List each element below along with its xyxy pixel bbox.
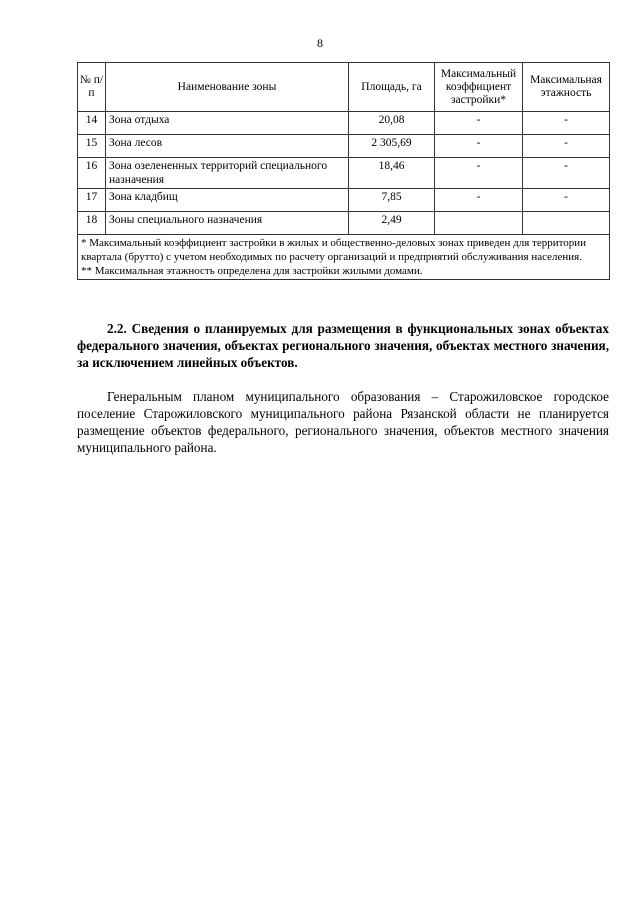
table-row (78, 189, 610, 212)
cell-area: 18,46 (349, 158, 435, 189)
cell-num: 18 (78, 212, 106, 235)
table-header-row (78, 63, 610, 112)
cell-floors: - (523, 112, 610, 135)
table-row (78, 158, 610, 189)
section-heading (77, 320, 609, 371)
cell-area: 2,49 (349, 212, 435, 235)
cell-name: Зоны специального назначения (106, 212, 349, 235)
header-num: № п/п (78, 63, 106, 112)
cell-name: Зона кладбищ (106, 189, 349, 212)
table-notes (78, 235, 610, 280)
cell-coef: - (435, 189, 523, 212)
cell-floors (523, 212, 610, 235)
table-row (78, 135, 610, 158)
cell-coef: - (435, 158, 523, 189)
footnote-floors: ** Максимальная этажность определена для застройки жилыми домами. (81, 265, 423, 277)
cell-num: 17 (78, 189, 106, 212)
cell-coef (435, 212, 523, 235)
body-paragraph-text: Генеральным планом муниципального образования – Старожиловское городское поселение Старожиловского муниципального района Рязанской области не планируется размещение объектов федерального, регионального значения, объектов местного значения муниципального района. (77, 389, 609, 455)
footnote-coefficient: * Максимальный коэффициент застройки в жилых и общественно-деловых зонах приведен для территории квартала (брутто) с учетом необходимых по расчету организаций и предприятий обслуживания населения. (81, 237, 587, 263)
header-area: Площадь, га (349, 63, 435, 112)
cell-floors: - (523, 135, 610, 158)
cell-num: 14 (78, 112, 106, 135)
cell-num: 15 (78, 135, 106, 158)
cell-num: 16 (78, 158, 106, 189)
cell-coef: - (435, 135, 523, 158)
cell-coef: - (435, 112, 523, 135)
zones-table (77, 62, 610, 280)
header-floors: Максимальная этажность (523, 63, 610, 112)
cell-name: Зона отдыха (106, 112, 349, 135)
header-coef: Максимальный коэффициент застройки* (435, 63, 523, 112)
cell-area: 7,85 (349, 189, 435, 212)
table-notes-row (78, 235, 610, 280)
page-number: 8 (317, 36, 323, 50)
body-paragraph (77, 388, 609, 456)
header-name: Наименование зоны (106, 63, 349, 112)
table-row (78, 112, 610, 135)
table-row (78, 212, 610, 235)
cell-area: 2 305,69 (349, 135, 435, 158)
section-heading-text: 2.2. Сведения о планируемых для размещения в функциональных зонах объектах федерального значения, объектах регионального значения, объектах местного значения, за исключением линейных объектов. (77, 321, 609, 370)
cell-floors: - (523, 189, 610, 212)
cell-name: Зона озелененных территорий специального назначения (106, 158, 349, 189)
cell-area: 20,08 (349, 112, 435, 135)
cell-name: Зона лесов (106, 135, 349, 158)
cell-floors: - (523, 158, 610, 189)
